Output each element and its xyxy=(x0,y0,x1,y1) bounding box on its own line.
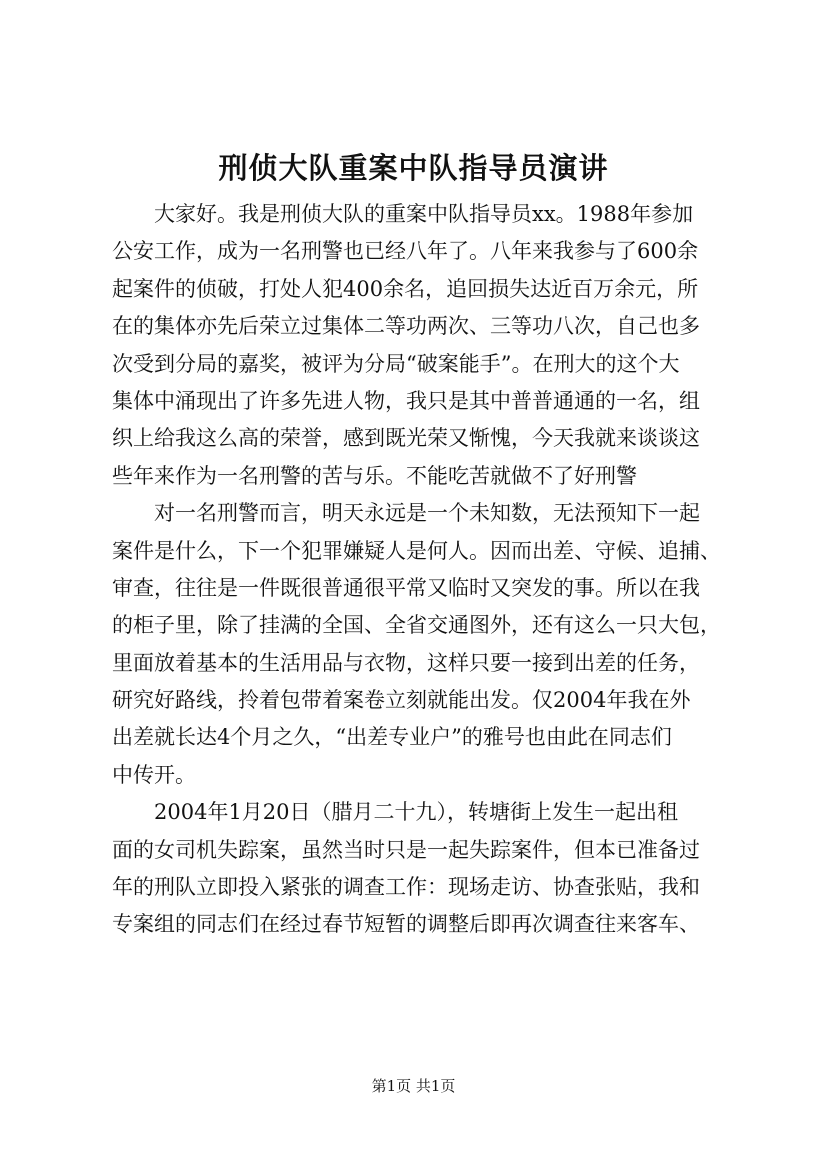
text-line: 次受到分局的嘉奖，被评为分局“破案能手”。在刑大的这个大 xyxy=(112,351,680,376)
text-line: 研究好路线，拎着包带着案卷立刻就能出发。仅2004年我在外 xyxy=(112,688,691,713)
text-line: 里面放着基本的生活用品与衣物，这样只要一接到出差的任务， xyxy=(112,650,700,675)
text-line: 对一名刑警而言，明天永远是一个未知数，无法预知下一起 xyxy=(112,501,700,526)
text-line: 织上给我这么高的荣誉，感到既光荣又惭愧，今天我就来谈谈这 xyxy=(112,426,700,451)
text-line: 专案组的同志们在经过春节短暂的调整后即再次调查往来客车、 xyxy=(112,912,700,937)
text-line: 2004年1月20日（腊月二十九），转塘街上发生一起出租 xyxy=(112,800,679,825)
text-line: 集体中涌现出了许多先进人物，我只是其中普普通通的一名，组 xyxy=(112,388,700,413)
text-line: 大家好。我是刑侦大队的重案中队指导员xx。1988年参加 xyxy=(112,202,694,226)
text-line: 起案件的侦破，打处人犯400余名，追回损失达近百万余元，所 xyxy=(112,276,699,301)
text-line: 面的女司机失踪案，虽然当时只是一起失踪案件，但本已准备过 xyxy=(112,837,700,862)
text-line: 案件是什么，下一个犯罪嫌疑人是何人。因而出差、守候、追捕、 xyxy=(112,538,721,563)
document-title: 刑侦大队重案中队指导员演讲 xyxy=(218,151,609,185)
page-footer: 第1页 共1页 xyxy=(371,1077,456,1095)
text-line: 公安工作，成为一名刑警也已经八年了。八年来我参与了600余 xyxy=(112,239,699,264)
document-body xyxy=(112,196,732,944)
text-line: 中传开。 xyxy=(112,762,196,787)
text-line: 审查，往往是一件既很普通很平常又临时又突发的事。所以在我 xyxy=(112,575,700,600)
text-line: 在的集体亦先后荣立过集体二等功两次、三等功八次，自己也多 xyxy=(112,314,700,339)
text-line: 些年来作为一名刑警的苦与乐。不能吃苦就做不了好刑警 xyxy=(112,463,637,488)
text-line: 的柜子里，除了挂满的全国、全省交通图外，还有这么一只大包， xyxy=(112,613,721,638)
text-line: 年的刑队立即投入紧张的调查工作：现场走访、协查张贴，我和 xyxy=(112,875,700,900)
text-line: 出差就长达4个月之久，“出差专业户”的雅号也由此在同志们 xyxy=(112,725,672,750)
